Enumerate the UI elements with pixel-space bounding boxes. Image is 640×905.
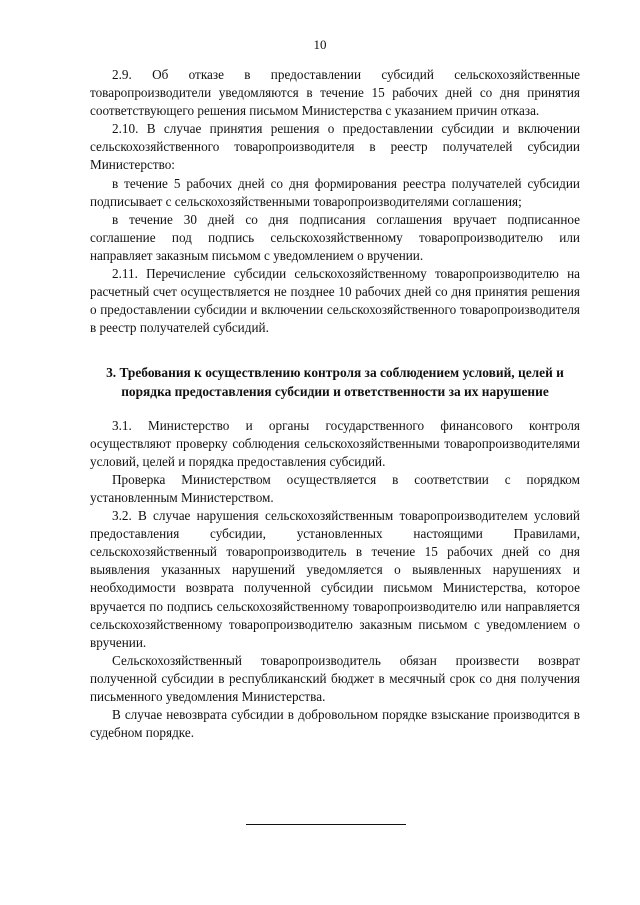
page-number: 10 [313, 37, 327, 52]
paragraph-2-10: 2.10. В случае принятия решения о предоставлении субсидии и включении сельскохозяйственного товаропроизводителя в реестр получателей субсидии Министерство: [90, 121, 580, 173]
paragraph-3-1: 3.1. Министерство и органы государственного финансового контроля осуществляют проверку соблюдения сельскохозяйственными товаропроизводителями условий, целей и порядка предоставления субсидий. [90, 417, 580, 469]
paragraph-3-2-enforcement: В случае невозврата субсидии в добровольном порядке взыскание производится в судебном порядке. [90, 707, 580, 741]
paragraph-2-9: 2.9. Об отказе в предоставлении субсидий сельскохозяйственные товаропроизводители уведомляются в течение 15 рабочих дней со дня принятия соответствующего решения письмом Министерства с указанием причин отказа. [90, 67, 580, 119]
paragraph-2-10-item-1: в течение 5 рабочих дней со дня формирования реестра получателей субсидии подписывает с сельскохозяйственными товаропроизводителями соглашения; [90, 175, 580, 209]
paragraph-2-10-item-2: в течение 30 дней со дня подписания соглашения вручает подписанное соглашение под подпись сельскохозяйственному товаропроизводителю или направляет заказным письмом с уведомлением о вручении. [90, 211, 580, 263]
end-separator-line [246, 824, 406, 825]
paragraph-3-2: 3.2. В случае нарушения сельскохозяйственным товаропроизводителем условий предоставления субсидии, установленных настоящими Правилами, сельскохозяйственный товаропроизводитель в течение 15 рабочих дней со дня выявления указанных нарушений уведомляется о выявленных нарушениях и необходимости возврата полученной субсидии письмом Министерства, которое вручается по подпись сельскохозяйственному товаропроизводителю или направляется сельскохозяйственному товаропроизводителю заказным письмом с уведомлением о вручении. [90, 508, 580, 650]
paragraph-3-1-check: Проверка Министерством осуществляется в соответствии с порядком установленным Министерством. [90, 471, 580, 505]
document-body [90, 66, 580, 742]
section-3-heading: 3. Требования к осуществлению контроля за соблюдением условий, целей и порядка предоставления субсидии и ответственности за их нарушение [106, 365, 564, 399]
paragraph-2-11: 2.11. Перечисление субсидии сельскохозяйственному товаропроизводителю на расчетный счет осуществляется не позднее 10 рабочих дней со дня принятия решения о предоставлении субсидии и включении сельскохозяйственного товаропроизводителя в реестр получателей субсидий. [90, 266, 580, 336]
paragraph-3-2-refund: Сельскохозяйственный товаропроизводитель обязан произвести возврат полученной субсидии в республиканский бюджет в месячный срок со дня получения письменного уведомления Министерства. [90, 652, 580, 704]
